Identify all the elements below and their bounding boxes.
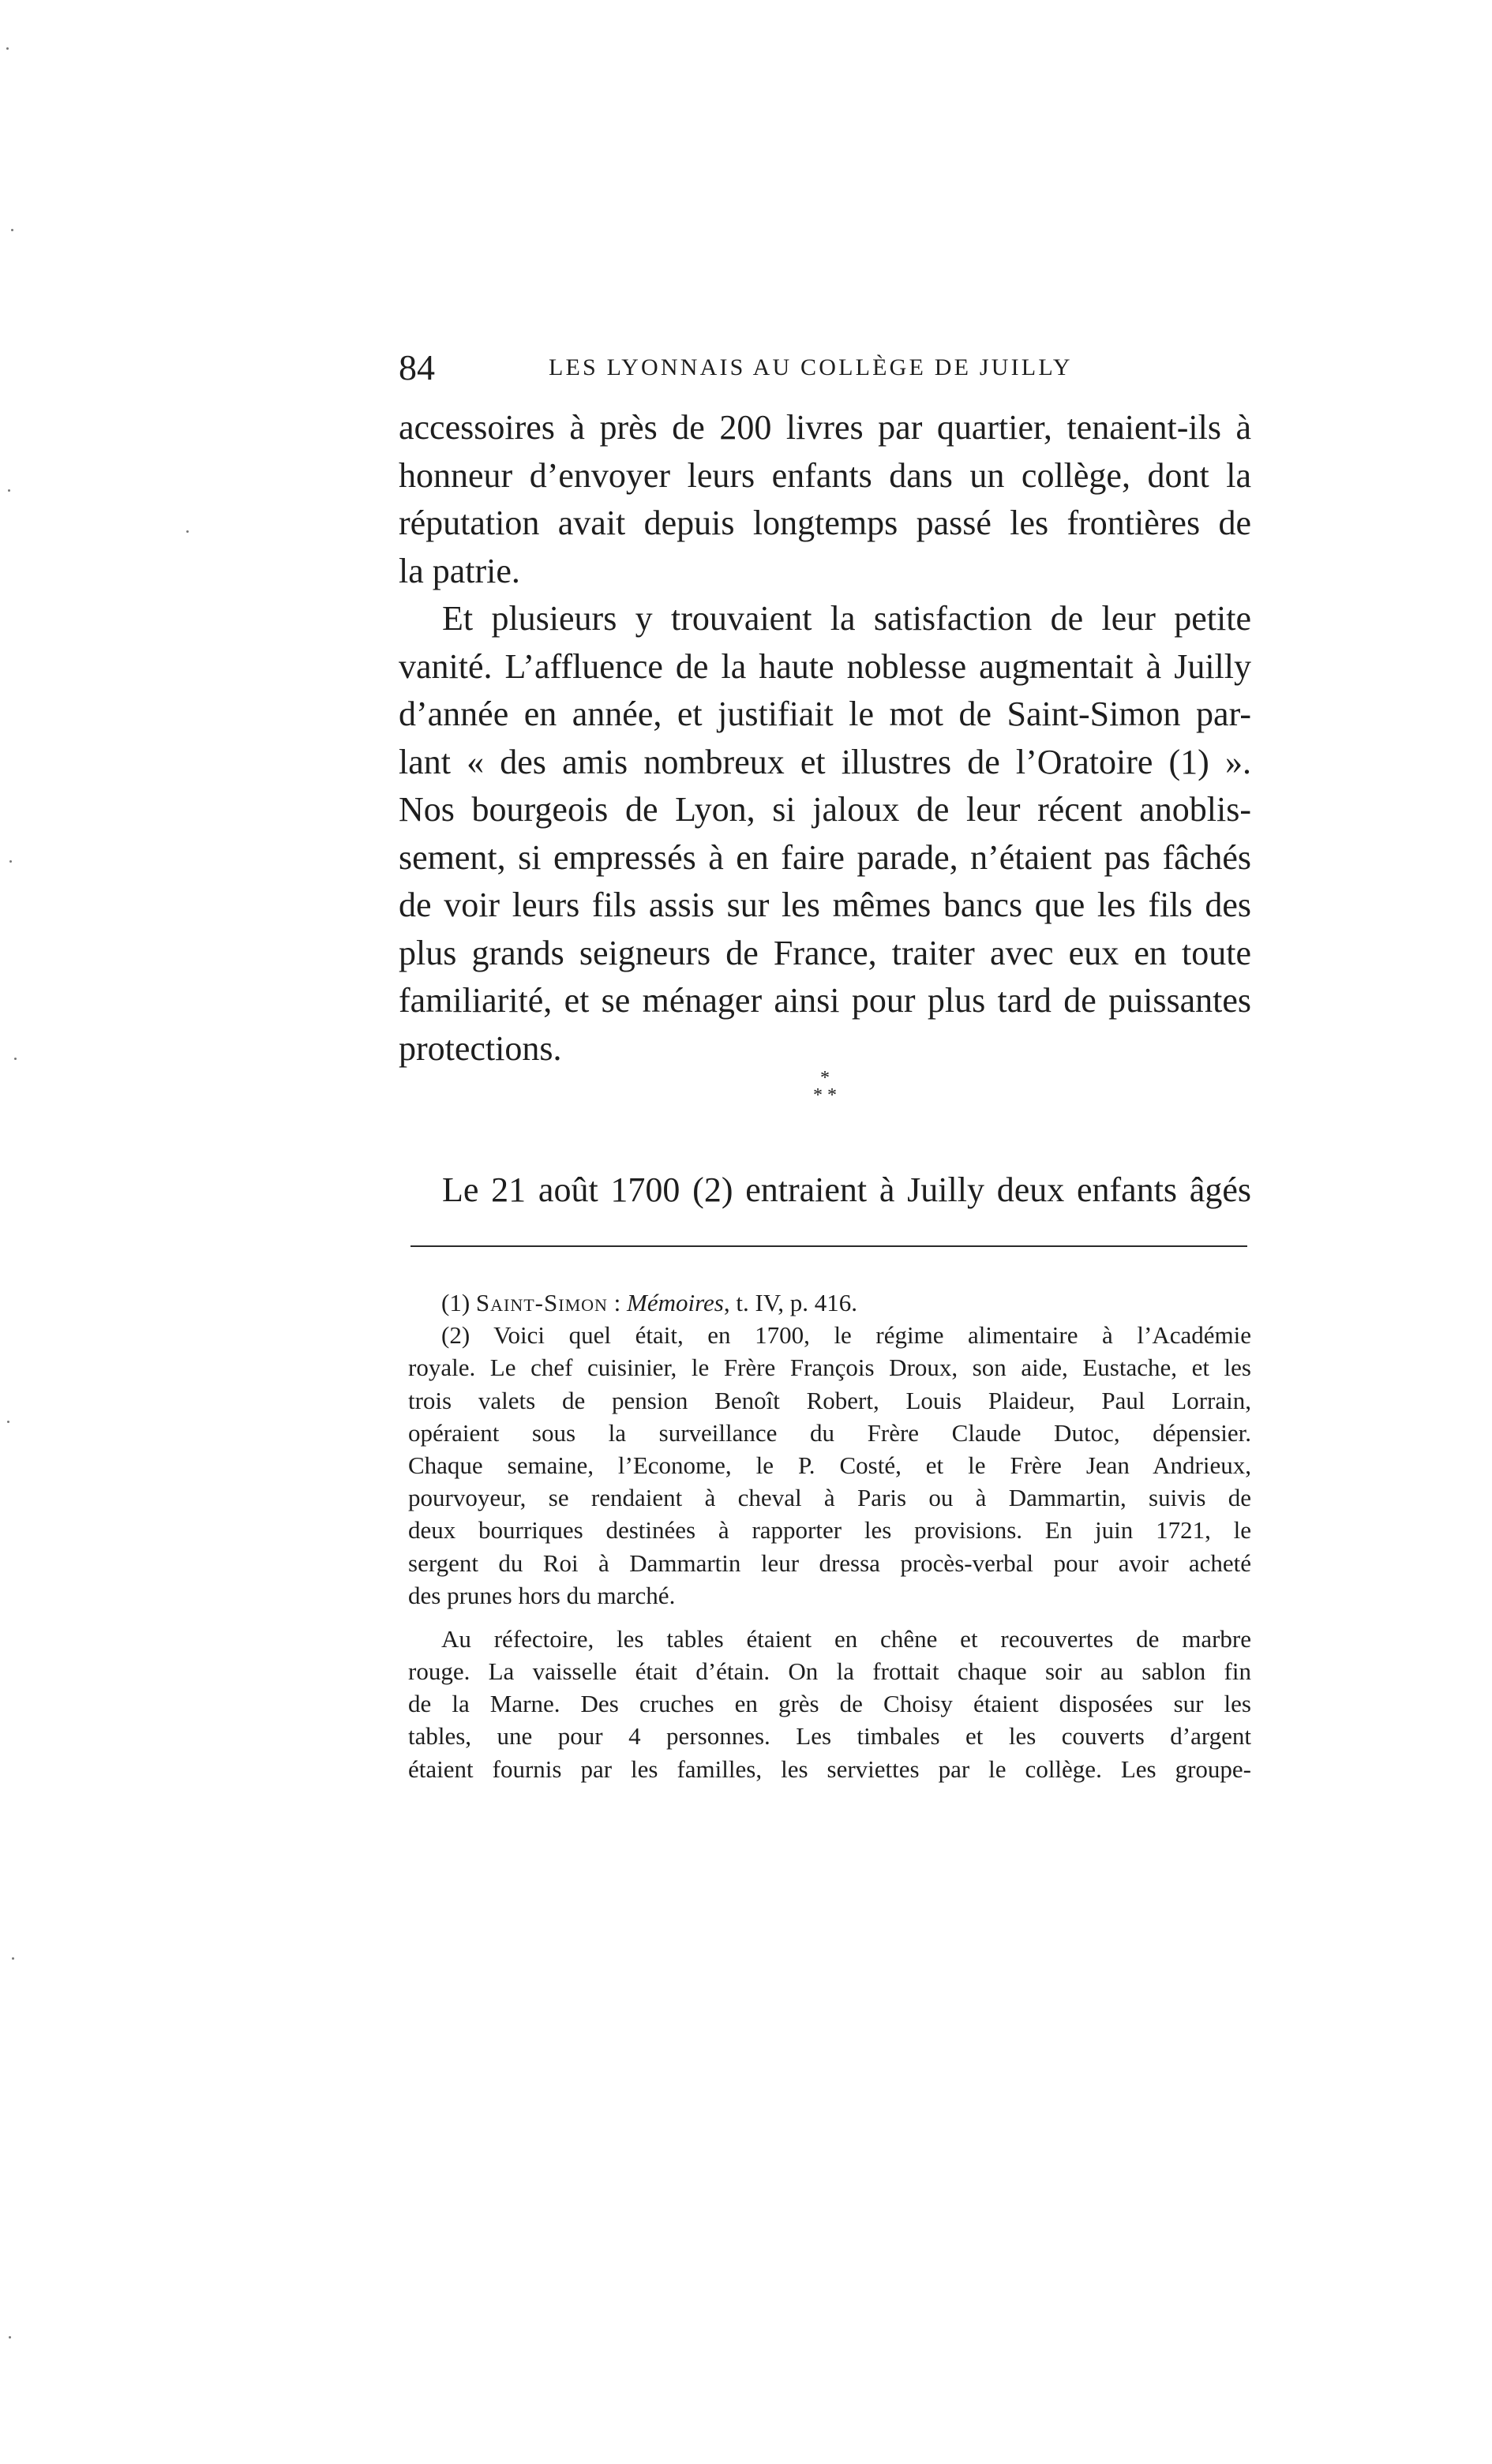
scan-speck: [9, 2336, 11, 2339]
footnote-1-separator: :: [613, 1289, 621, 1316]
section-opening: [442, 1166, 1251, 1215]
footnotes: [408, 1286, 1251, 1785]
footnote-1: [408, 1286, 1251, 1319]
footnote-2-line: (2) Voici quel était, en 1700, le régime alimentaire à l’Académie: [441, 1321, 1251, 1350]
asterism-bottom: * *: [813, 1085, 837, 1106]
footnote-3-line: Au réfectoire, les tables étaient en chêne et recouvertes de marbre: [441, 1624, 1251, 1653]
asterism-divider: [789, 1069, 860, 1104]
body-line: vanité. L’affluence de la haute noblesse augmentait à Juilly: [399, 646, 1251, 686]
body-line: lant « des amis nombreux et illustres de l’Oratoire (1) ».: [399, 742, 1251, 781]
body-line: honneur d’envoyer leurs enfants dans un collège, dont la: [399, 455, 1251, 495]
body-line: protections.: [399, 1028, 562, 1068]
footnote-3-line: tables, une pour 4 personnes. Les timbales et les couverts d’argent: [408, 1722, 1251, 1751]
page-header: [399, 344, 1251, 391]
scan-speck: [186, 530, 189, 533]
body-line: Et plusieurs y trouvaient la satisfaction de leur petite: [442, 599, 1251, 638]
footnote-2-line: sergent du Roi à Dammartin leur dressa procès-verbal pour avoir acheté: [408, 1548, 1251, 1577]
body-line: Nos bourgeois de Lyon, si jaloux de leur récent anoblis-: [399, 790, 1251, 829]
section-opening-line: Le 21 août 1700 (2) entraient à Juilly deux enfants âgés: [442, 1170, 1251, 1209]
body-line: plus grands seigneurs de France, traiter avec eux en toute: [399, 933, 1251, 972]
footnote-2-line: Chaque semaine, l’Econome, le P. Costé, et le Frère Jean Andrieux,: [408, 1451, 1251, 1479]
page-number: 84: [399, 347, 435, 388]
footnote-1-work: Mémoires: [627, 1289, 724, 1316]
footnote-1-reference: , t. IV, p. 416.: [723, 1289, 857, 1316]
footnote-2-line: royale. Le chef cuisinier, le Frère François Droux, son aide, Eustache, et les: [408, 1354, 1251, 1382]
footnote-1-number: (1): [441, 1289, 470, 1316]
footnote-rule: [410, 1245, 1247, 1247]
footnote-1-author: Saint-Simon: [475, 1289, 608, 1316]
footnote-paragraph-gap: [408, 1612, 1251, 1623]
body-line: réputation avait depuis longtemps passé les frontières de: [399, 504, 1251, 542]
main-text: [399, 404, 1251, 1073]
body-line: familiarité, et se ménager ainsi pour plus tard de puissantes: [399, 981, 1251, 1020]
footnote-3-line: étaient fournis par les familles, les serviettes par le collège. Les groupe-: [408, 1754, 1251, 1783]
body-line: accessoires à près de 200 livres par quartier, tenaient-ils à: [399, 408, 1251, 447]
running-title: LES LYONNAIS AU COLLÈGE DE JUILLY: [549, 354, 1073, 380]
scan-speck: [11, 229, 13, 231]
footnote-3-line: de la Marne. Des cruches en grès de Choisy étaient disposées sur les: [408, 1690, 1251, 1718]
footnote-2-line: pourvoyeur, se rendaient à cheval à Paris ou à Dammartin, suivis de: [408, 1484, 1251, 1512]
body-line: de voir leurs fils assis sur les mêmes bancs que les fils des: [399, 886, 1251, 924]
footnote-2-line: opéraient sous la surveillance du Frère Claude Dutoc, dépensier.: [408, 1418, 1251, 1447]
body-line: d’année en année, et justifiait le mot de Saint-Simon par-: [399, 695, 1251, 733]
body-line: sement, si empressés à en faire parade, n’étaient pas fâchés: [399, 837, 1251, 877]
body-line: la patrie.: [399, 551, 520, 590]
scan-speck: [14, 1058, 17, 1060]
footnote-2-line: des prunes hors du marché.: [408, 1581, 676, 1609]
scan-speck: [12, 1957, 14, 1960]
scan-speck: [8, 489, 10, 492]
footnote-2-line: trois valets de pension Benoît Robert, Louis Plaideur, Paul Lorrain,: [408, 1386, 1251, 1414]
footnote-2-line: deux bourriques destinées à rapporter les provisions. En juin 1721, le: [408, 1516, 1251, 1545]
scan-speck: [7, 1421, 9, 1423]
asterism-top: *: [820, 1068, 830, 1088]
footnote-3-line: rouge. La vaisselle était d’étain. On la frottait chaque soir au sablon fin: [408, 1657, 1251, 1686]
scan-speck: [9, 860, 12, 863]
scan-speck: [6, 47, 9, 50]
